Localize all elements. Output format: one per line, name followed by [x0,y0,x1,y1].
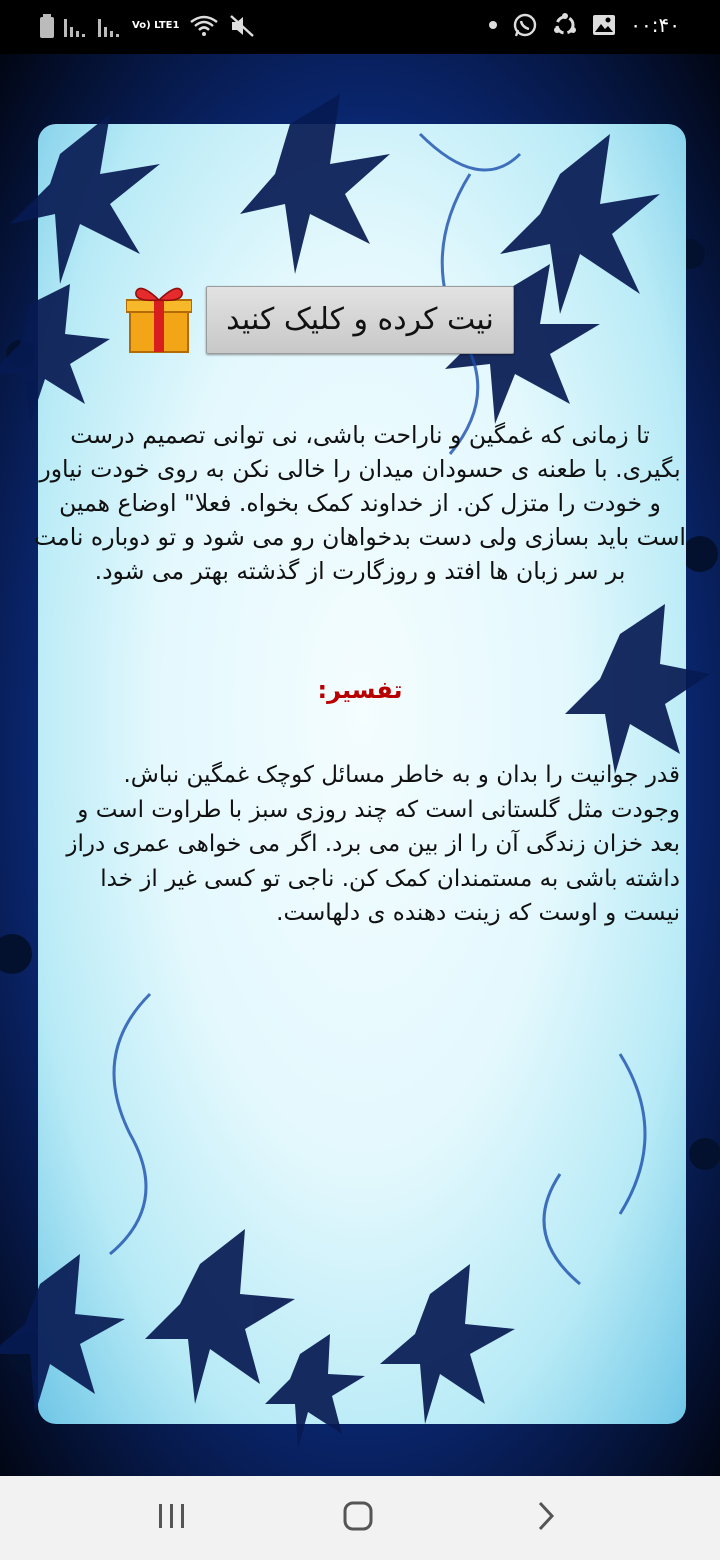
status-time: ۰۰:۴۰ [630,13,680,37]
home-icon [342,1500,374,1536]
tafsir-title: تفسیر: [317,676,403,704]
signal-icon [98,15,122,37]
back-button[interactable] [486,1476,606,1560]
recents-icon [157,1503,187,1533]
intention-click-button[interactable]: نیت کرده و کلیک کنید [206,286,514,354]
back-icon [536,1500,556,1536]
wifi-icon [189,14,219,38]
navigation-bar [0,1476,720,1560]
whatsapp-icon [512,12,538,38]
recents-button[interactable] [112,1476,232,1560]
status-left [40,14,255,38]
status-right [488,12,680,38]
signal-icon [64,15,88,37]
fortune-text: تا زمانی که غمگین و ناراحت باشی، نی توانی تصمیم درست بگیری. با طعنه ی حسودان میدان را خالی نکن به روی خودت نیاور و خودت را متزل کن. از خداوند کمک بخواه. فعلا" اوضاع همین است باید بسازی ولی دست بدخواهان رو می شود و تو دوباره نامت بر سر زبان ها افتد و روزگارت از گذشته بهتر می شود. [34,421,686,585]
home-button[interactable] [298,1476,418,1560]
battery-icon [40,14,54,38]
lte-icon: Vo) LTE1 [132,20,180,31]
gallery-icon [592,14,616,36]
gift-icon [126,282,192,354]
status-bar [0,0,720,54]
dot-icon [488,20,498,30]
app-content [0,54,720,1476]
sync-icon [552,12,578,38]
tafsir-text: قدر جوانیت را بدان و به خاطر مسائل کوچک غمگین نباش. وجودت مثل گلستانی است که چند روزی سبز با طراوت است و بعد خزان زندگی آن را از بین می برد. اگر می خواهی عمری دراز داشته باشی به مستمندان کمک کن. ناجی تو کسی غیر از خدا نیست و اوست که زینت دهنده ی دلهاست. [66,762,680,926]
mute-icon [229,14,255,38]
